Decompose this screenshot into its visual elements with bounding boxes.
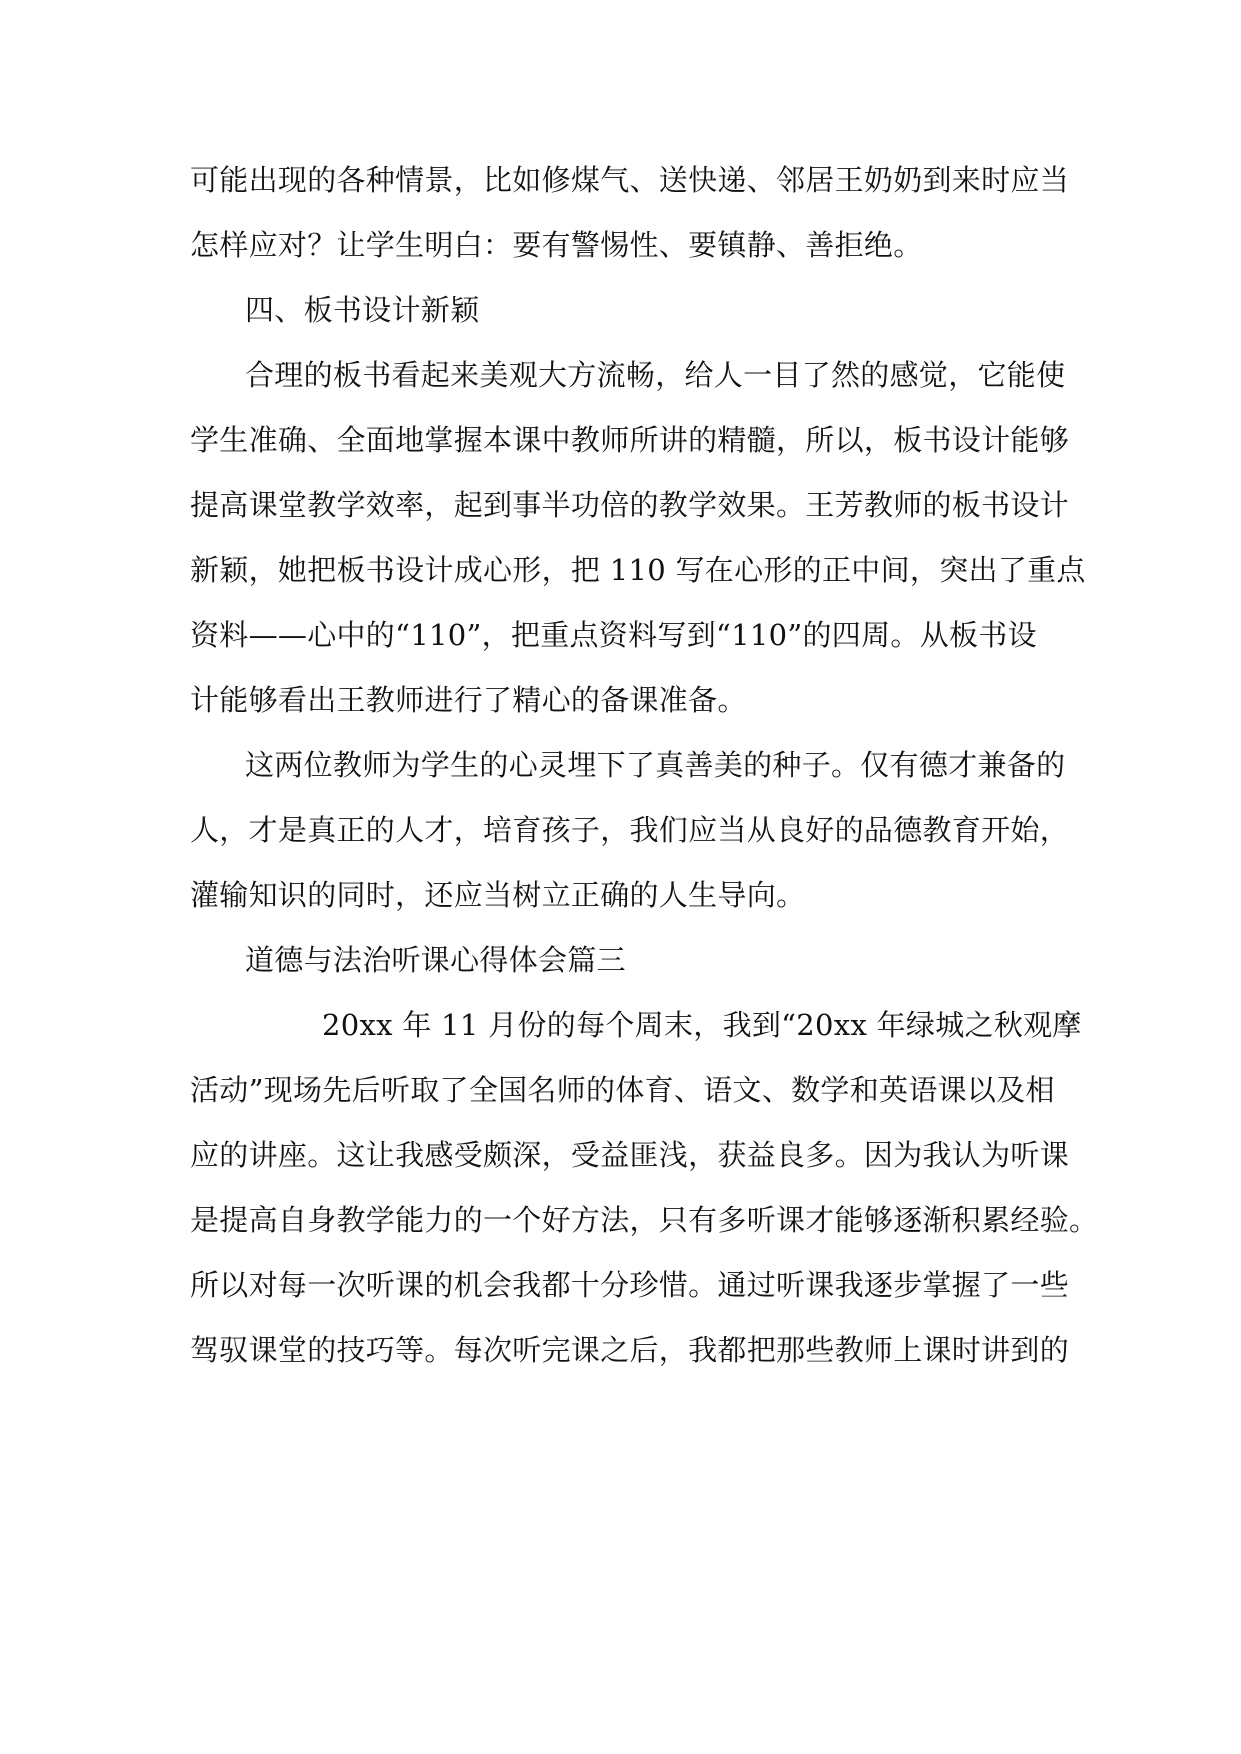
paragraph-line: 计能够看出王教师进行了精心的备课准备。 xyxy=(190,683,747,717)
paragraph-line: 灌输知识的同时，还应当树立正确的人生导向。 xyxy=(190,878,806,912)
paragraph-line: 20xx 年 11 月份的每个周末，我到“20xx 年绿城之秋观摩 xyxy=(322,1008,1082,1042)
paragraph-line: 学生准确、全面地掌握本课中教师所讲的精髓，所以，板书设计能够 xyxy=(190,423,1070,457)
paragraph-line: 怎样应对？让学生明白：要有警惕性、要镇静、善拒绝。 xyxy=(190,228,923,262)
paragraph-line: 人，才是真正的人才，培育孩子，我们应当从良好的品德教育开始， xyxy=(190,813,1070,847)
paragraph-line: 活动”现场先后听取了全国名师的体育、语文、数学和英语课以及相 xyxy=(190,1073,1055,1107)
paragraph-line: 可能出现的各种情景，比如修煤气、送快递、邻居王奶奶到来时应当 xyxy=(190,163,1070,197)
paragraph-line: 新颖，她把板书设计成心形，把 110 写在心形的正中间，突出了重点 xyxy=(190,553,1086,587)
paragraph-line: 合理的板书看起来美观大方流畅，给人一目了然的感觉，它能使 xyxy=(245,358,1066,392)
paragraph-line: 应的讲座。这让我感受颇深，受益匪浅，获益良多。因为我认为听课 xyxy=(190,1138,1070,1172)
paragraph-line: 这两位教师为学生的心灵埋下了真善美的种子。仅有德才兼备的 xyxy=(245,748,1066,782)
section-heading: 道德与法治听课心得体会篇三 xyxy=(245,943,626,977)
paragraph-line: 提高课堂教学效率，起到事半功倍的教学效果。王芳教师的板书设计 xyxy=(190,488,1070,522)
paragraph-line: 所以对每一次听课的机会我都十分珍惜。通过听课我逐步掌握了一些 xyxy=(190,1268,1070,1302)
section-heading: 四、板书设计新颖 xyxy=(245,293,480,327)
paragraph-line: 驾驭课堂的技巧等。每次听完课之后，我都把那些教师上课时讲到的 xyxy=(190,1333,1070,1367)
paragraph-line: 是提高自身教学能力的一个好方法，只有多听课才能够逐渐积累经验。 xyxy=(190,1203,1099,1237)
paragraph-line: 资料——心中的“110”，把重点资料写到“110”的四周。从板书设 xyxy=(190,618,1037,652)
